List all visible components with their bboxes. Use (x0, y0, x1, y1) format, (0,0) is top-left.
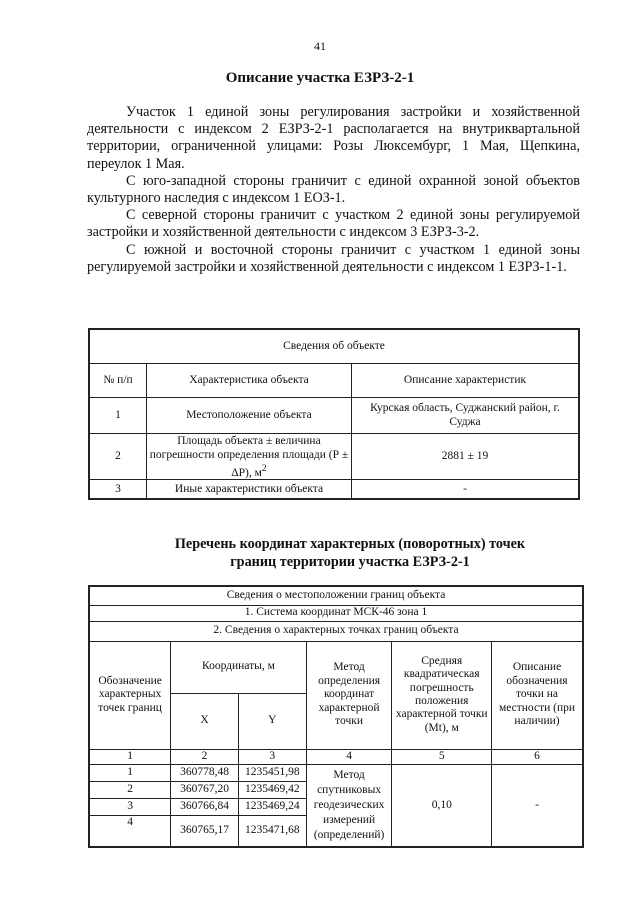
coords-title-line: границ территории участка ЕЗРЗ-2-1 (230, 554, 470, 570)
paragraph: С юго-западной стороны граничит с единой охранной зоной объектов культурного наследия с индексом 1 ЕОЗ-1. (87, 172, 580, 207)
table-row (89, 764, 583, 781)
row-number: 2 (89, 433, 147, 480)
column-number: 2 (171, 749, 239, 764)
method-cell: Метод спутниковых геодезических измерений (определений) (306, 764, 392, 847)
column-number: 3 (238, 749, 306, 764)
accuracy-cell: 0,10 (392, 764, 492, 847)
paragraph: Участок 1 единой зоны регулирования застройки и хозяйственной деятельности с индексом 2 ЕЗРЗ-2-1 располагается на внутриквартальной территории, ограниченной улицами: Розы Люксембург, 1 Мая, Щепкина, переулок 1 Мая. (87, 104, 580, 172)
section-title: Описание участка ЕЗРЗ-2-1 (225, 70, 415, 86)
coords-title-line: Перечень координат характерных (поворотных) точек (174, 536, 526, 552)
point-id: 2 (89, 781, 171, 798)
column-number: 6 (492, 749, 583, 764)
table-header: Сведения о местоположении границ объекта (89, 586, 583, 605)
column-number: 5 (392, 749, 492, 764)
point-id: 3 (89, 798, 171, 815)
table-row (89, 480, 579, 499)
superscript: 2 (261, 462, 267, 474)
column-header: Обозначение характерных точек границ (89, 641, 171, 749)
column-header: Метод определения координат характерной точки (306, 641, 392, 749)
table-row (89, 397, 579, 433)
coord-x: 360778,48 (171, 764, 239, 781)
table-header: 2. Сведения о характерных точках границ объекта (89, 621, 583, 641)
coords-title (0, 535, 640, 571)
coord-x: 360767,20 (171, 781, 239, 798)
description-cell: Курская область, Суджанский район, г. Суджа (352, 397, 580, 433)
paragraph: С южной и восточной стороны граничит с участком 1 единой зоны регулируемой застройки и хозяйственной деятельности с индексом 1 ЕЗРЗ-1-1. (87, 241, 580, 275)
table-row (89, 433, 579, 480)
point-description-cell: - (492, 764, 583, 847)
column-header: Характеристика объекта (147, 363, 352, 397)
point-id: 4 (89, 815, 171, 847)
column-number: 1 (89, 749, 171, 764)
characteristic-cell (147, 433, 352, 480)
row-number: 3 (89, 480, 147, 499)
coord-x: 360765,17 (171, 815, 239, 847)
characteristic-cell: Иные характеристики объекта (147, 480, 352, 499)
coord-y: 1235469,42 (238, 781, 306, 798)
column-numbers-row (89, 749, 583, 764)
table-header: 1. Система координат МСК-46 зона 1 (89, 605, 583, 621)
coord-y: 1235451,98 (238, 764, 306, 781)
paragraph: С северной стороны граничит с участком 2 единой зоны регулируемой застройки и хозяйственной деятельности с индексом 3 ЕЗРЗ-3-2. (87, 207, 580, 241)
column-header: Описание характеристик (352, 363, 580, 397)
column-header: Описание обозначения точки на местности (при наличии) (492, 641, 583, 749)
coordinates-table (88, 585, 584, 848)
column-number: 4 (306, 749, 392, 764)
point-id: 1 (89, 764, 171, 781)
page-number: 41 (314, 39, 326, 53)
characteristic-cell: Местоположение объекта (147, 397, 352, 433)
column-header: № п/п (89, 363, 147, 397)
column-header: X (171, 693, 239, 749)
table-header: Сведения об объекте (89, 329, 579, 363)
object-info-table (88, 328, 580, 500)
characteristic-text: Площадь объекта ± величина погрешности определения площади (Р ± ΔР), м (149, 434, 349, 479)
column-header: Координаты, м (171, 641, 307, 693)
column-header: Y (238, 693, 306, 749)
column-header: Средняя квадратическая погрешность положения характерной точки (Мt), м (392, 641, 492, 749)
row-number: 1 (89, 397, 147, 433)
coord-y: 1235471,68 (238, 815, 306, 847)
coord-x: 360766,84 (171, 798, 239, 815)
description-cell: 2881 ± 19 (352, 433, 580, 480)
coord-y: 1235469,24 (238, 798, 306, 815)
description-cell: - (352, 480, 580, 499)
description-text (87, 104, 580, 276)
